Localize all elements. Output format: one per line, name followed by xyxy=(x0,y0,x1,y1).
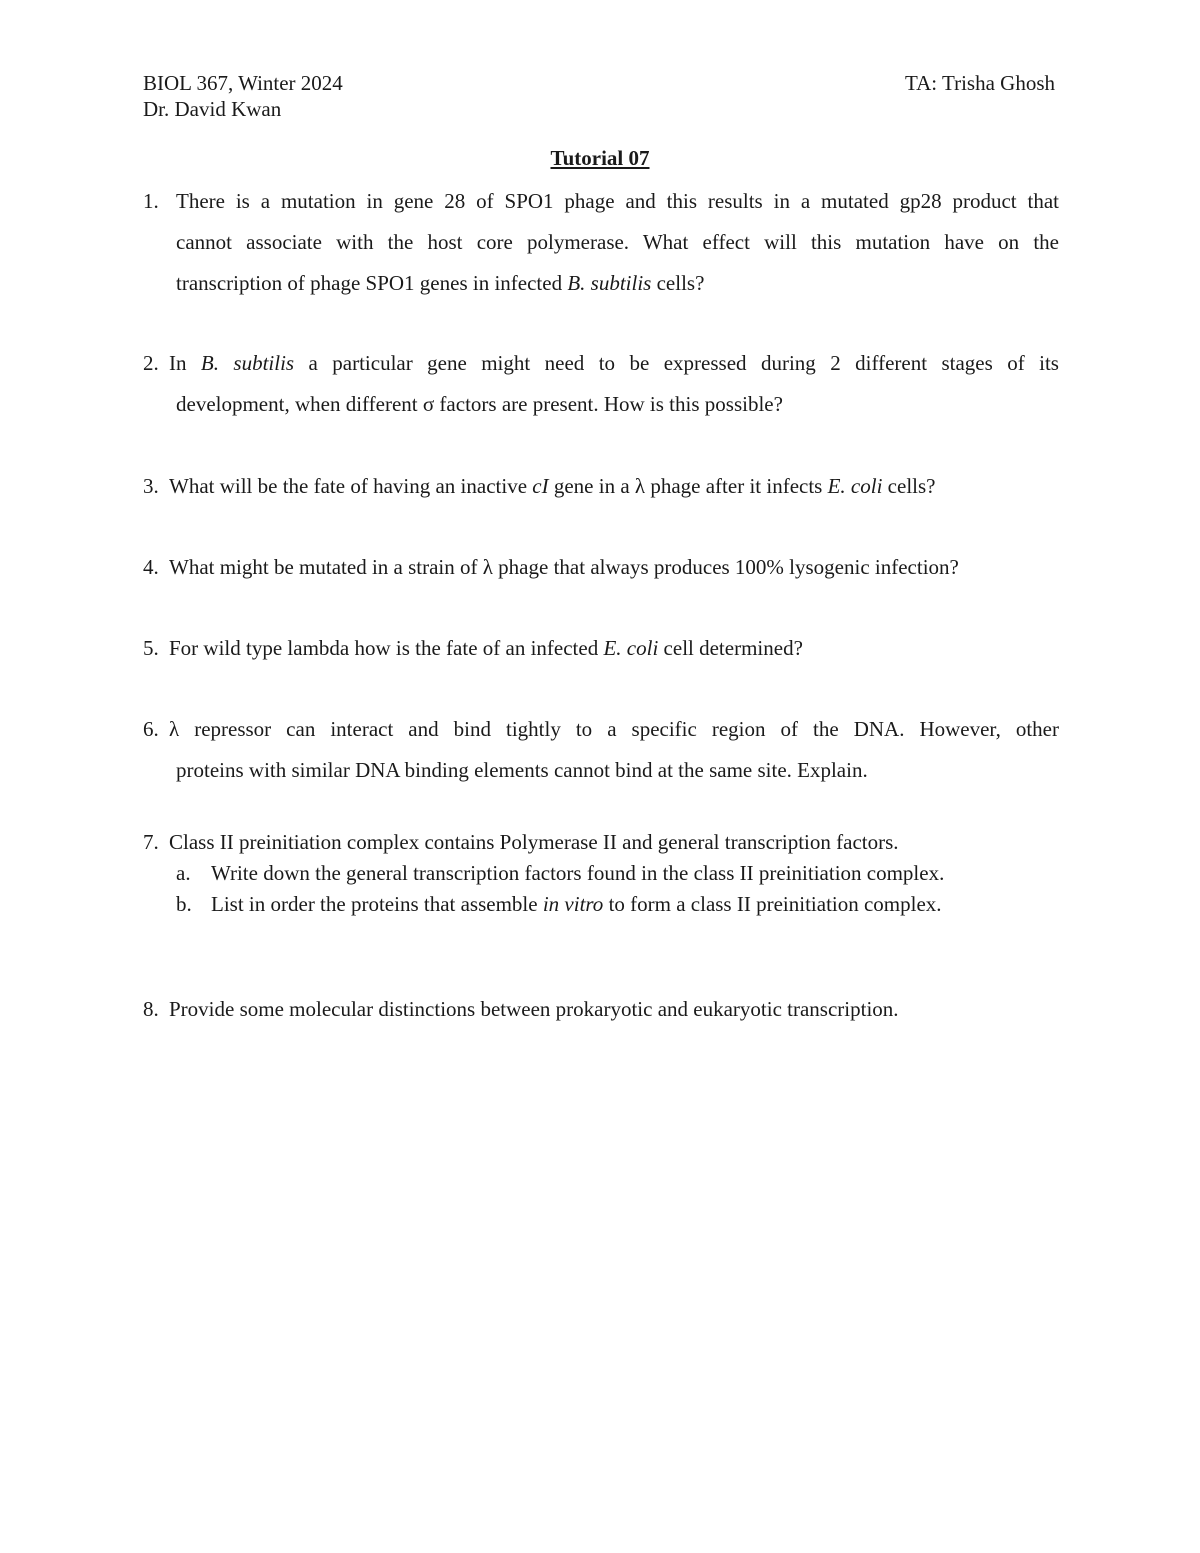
question-number: 2. xyxy=(143,351,159,375)
page-title: Tutorial 07 xyxy=(550,146,650,170)
question-text: proteins with similar DNA binding elements cannot bind at the same site. Explain. xyxy=(176,758,868,782)
question-number: 6. xyxy=(143,717,159,741)
question-number: 1. xyxy=(143,189,159,213)
question-text: What might be mutated in a strain of λ phage that always produces 100% lysogenic infection? xyxy=(169,555,959,579)
question-number: 5. xyxy=(143,636,159,660)
italic-term: in vitro xyxy=(542,892,604,916)
italic-term: B. subtilis xyxy=(567,271,652,295)
ta-label: TA: Trisha Ghosh xyxy=(904,71,1055,95)
question-text: In B. subtilis a particular gene might need to be expressed during 2 different stages of its xyxy=(169,351,1059,375)
question-2 xyxy=(143,351,1059,433)
question-7 xyxy=(143,830,1059,923)
sub-question-a xyxy=(143,861,1059,892)
question-text: Provide some molecular distinctions between prokaryotic and eukaryotic transcription. xyxy=(169,997,899,1021)
question-4 xyxy=(143,555,1059,596)
italic-term: E. coli xyxy=(603,636,659,660)
question-number: 8. xyxy=(143,997,159,1021)
question-1 xyxy=(143,189,1059,312)
italic-term: E. coli xyxy=(827,474,883,498)
question-8 xyxy=(143,997,1059,1038)
sub-question-text: List in order the proteins that assemble in vitro to form a class II preinitiation complex. xyxy=(211,892,942,916)
course-label: BIOL 367, Winter 2024 xyxy=(143,71,343,95)
question-6 xyxy=(143,717,1059,799)
question-number: 4. xyxy=(143,555,159,579)
question-text: transcription of phage SPO1 genes in infected B. subtilis cells? xyxy=(176,271,705,295)
question-text: cannot associate with the host core polymerase. What effect will this mutation have on the xyxy=(176,230,1059,254)
instructor-label: Dr. David Kwan xyxy=(143,97,282,121)
italic-term: cI xyxy=(532,474,549,498)
question-text: Class II preinitiation complex contains Polymerase II and general transcription factors. xyxy=(169,830,899,854)
question-text: There is a mutation in gene 28 of SPO1 phage and this results in a mutated gp28 product that xyxy=(176,189,1059,213)
sub-question-text: Write down the general transcription factors found in the class II preinitiation complex. xyxy=(211,861,945,885)
question-text: development, when different σ factors are present. How is this possible? xyxy=(176,392,783,416)
sub-question-b xyxy=(143,892,1059,923)
question-text: What will be the fate of having an inactive cI gene in a λ phage after it infects E. coli cells? xyxy=(169,474,936,498)
sub-question-letter: a. xyxy=(176,861,191,885)
question-3 xyxy=(143,474,1059,515)
italic-term: B. subtilis xyxy=(200,351,295,375)
question-text: For wild type lambda how is the fate of an infected E. coli cell determined? xyxy=(169,636,803,660)
question-number: 3. xyxy=(143,474,159,498)
question-5 xyxy=(143,636,1059,677)
question-text: λ repressor can interact and bind tightly to a specific region of the DNA. However, other xyxy=(169,717,1059,741)
question-number: 7. xyxy=(143,830,159,854)
sub-question-letter: b. xyxy=(176,892,192,916)
